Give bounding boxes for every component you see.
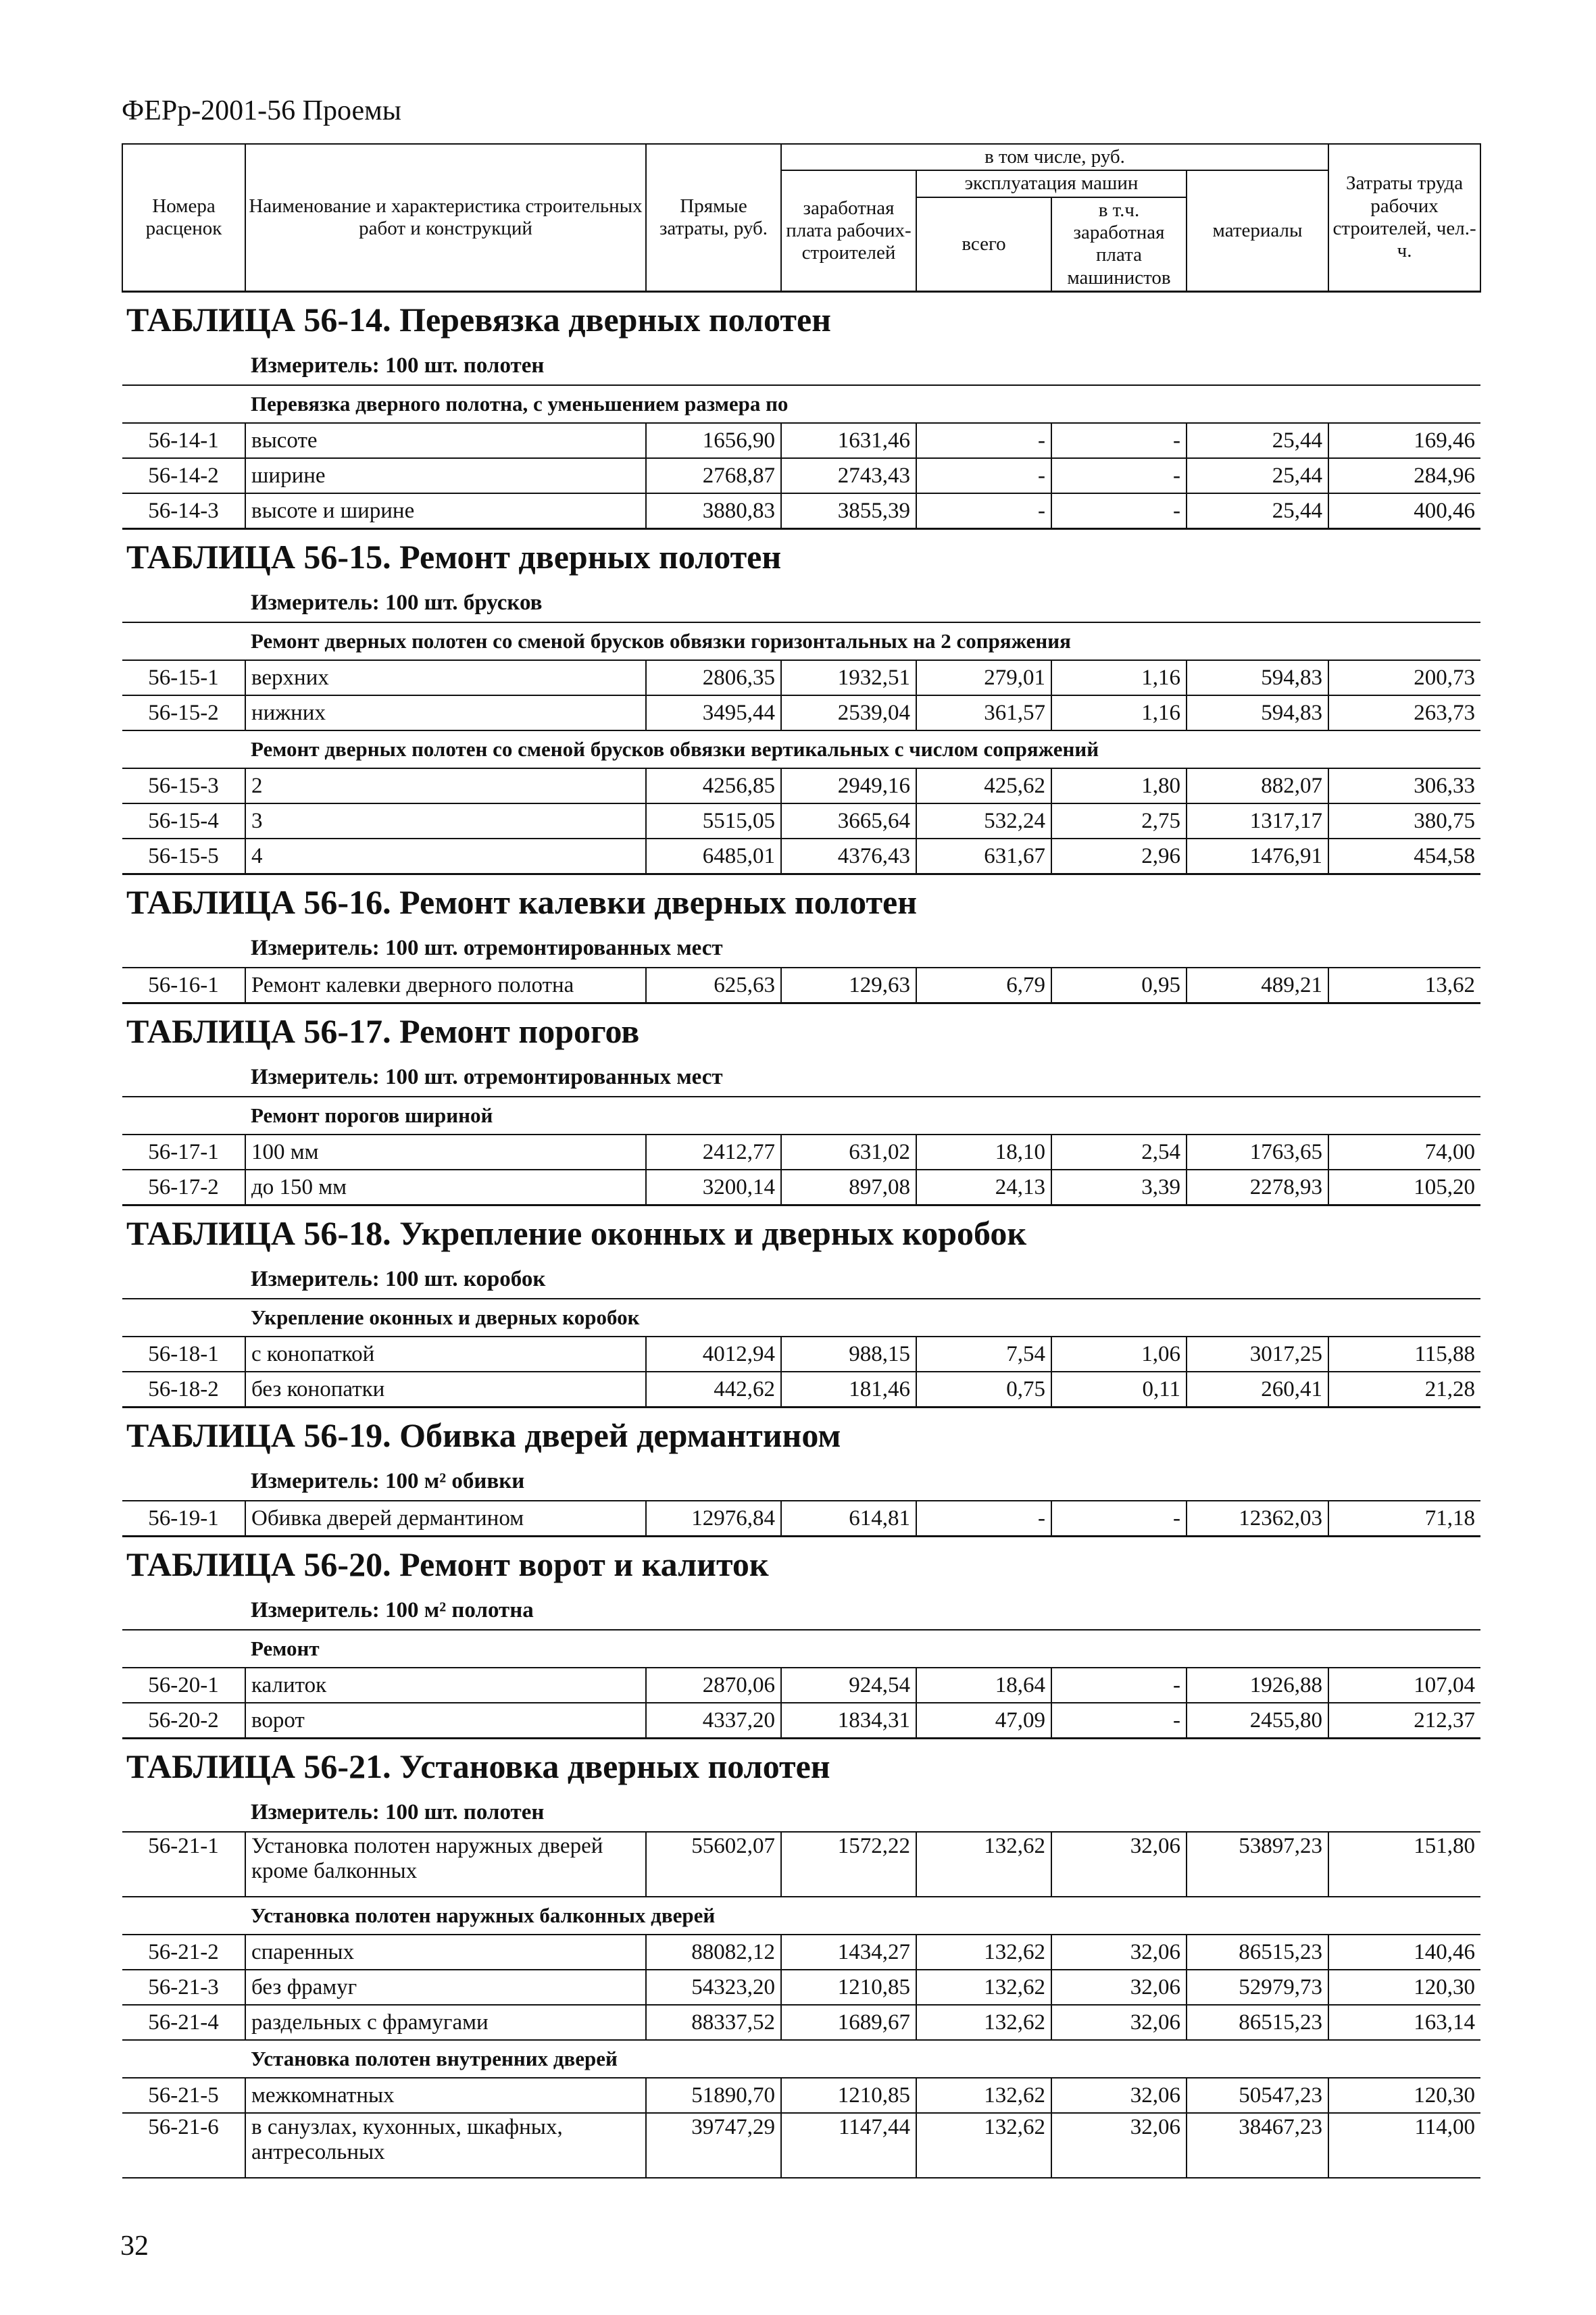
materials-cost: 1476,91 xyxy=(1187,839,1328,874)
labor-cost: 212,37 xyxy=(1328,1703,1480,1739)
rate-code: 56-18-2 xyxy=(122,1372,245,1408)
materials-cost: 50547,23 xyxy=(1187,2078,1328,2113)
rate-code: 56-21-6 xyxy=(122,2113,245,2178)
direct-cost: 39747,29 xyxy=(646,2113,781,2178)
labor-cost: 140,46 xyxy=(1328,1935,1480,1970)
labor-cost: 13,62 xyxy=(1328,968,1480,1003)
direct-cost: 442,62 xyxy=(646,1372,781,1408)
table-row xyxy=(122,695,1480,730)
group-heading-row xyxy=(122,1630,1480,1668)
machines-total: - xyxy=(916,1501,1051,1537)
measure-unit: Измеритель: 100 шт. отремонтированных мест xyxy=(251,1064,723,1089)
labor-cost: 151,80 xyxy=(1328,1832,1480,1897)
work-name: 4 xyxy=(245,839,646,874)
direct-cost: 54323,20 xyxy=(646,1970,781,2005)
wage-cost: 181,46 xyxy=(781,1372,916,1408)
wage-cost: 897,08 xyxy=(781,1170,916,1205)
rate-code: 56-21-4 xyxy=(122,2005,245,2040)
table-title: ТАБЛИЦА 56-16. Ремонт калевки дверных полотен xyxy=(122,874,1480,930)
labor-cost: 71,18 xyxy=(1328,1501,1480,1537)
direct-cost: 55602,07 xyxy=(646,1832,781,1897)
col-header-wage: заработная плата рабочих-строителей xyxy=(781,170,916,291)
machines-total: 6,79 xyxy=(916,968,1051,1003)
table-row xyxy=(122,768,1480,803)
labor-cost: 263,73 xyxy=(1328,695,1480,730)
group-heading-row xyxy=(122,730,1480,768)
machinist-wage: 0,95 xyxy=(1051,968,1187,1003)
machines-total: 361,57 xyxy=(916,695,1051,730)
table-row xyxy=(122,1668,1480,1703)
measure-unit: Измеритель: 100 шт. коробок xyxy=(251,1266,546,1291)
materials-cost: 25,44 xyxy=(1187,458,1328,493)
col-header-code: Номера расценок xyxy=(122,144,245,292)
table-row xyxy=(122,2078,1480,2113)
machinist-wage: 32,06 xyxy=(1051,2078,1187,2113)
machines-total: 425,62 xyxy=(916,768,1051,803)
labor-cost: 454,58 xyxy=(1328,839,1480,874)
labor-cost: 120,30 xyxy=(1328,2078,1480,2113)
table-row xyxy=(122,1703,1480,1739)
col-header-materials: материалы xyxy=(1187,170,1328,291)
labor-cost: 284,96 xyxy=(1328,458,1480,493)
table-title: ТАБЛИЦА 56-20. Ремонт ворот и калиток xyxy=(122,1537,1480,1592)
group-heading: Ремонт xyxy=(122,1630,1480,1668)
rate-code: 56-20-2 xyxy=(122,1703,245,1739)
work-name: Ремонт калевки дверного полотна xyxy=(245,968,646,1003)
materials-cost: 25,44 xyxy=(1187,493,1328,529)
machines-total: 18,64 xyxy=(916,1668,1051,1703)
group-heading: Ремонт дверных полотен со сменой брусков обвязки горизонтальных на 2 сопряжения xyxy=(122,622,1480,660)
machinist-wage: 32,06 xyxy=(1051,1935,1187,1970)
direct-cost: 3495,44 xyxy=(646,695,781,730)
measure-unit: Измеритель: 100 м² обивки xyxy=(251,1468,525,1493)
table-row xyxy=(122,1372,1480,1408)
work-name: нижних xyxy=(245,695,646,730)
machines-total: - xyxy=(916,423,1051,458)
machines-total: 24,13 xyxy=(916,1170,1051,1205)
group-heading-row xyxy=(122,622,1480,660)
machinist-wage: 1,80 xyxy=(1051,768,1187,803)
machines-total: 279,01 xyxy=(916,660,1051,695)
materials-cost: 1763,65 xyxy=(1187,1135,1328,1170)
col-header-mwage: в т.ч. заработная плата машинистов xyxy=(1051,197,1187,292)
machines-total: 132,62 xyxy=(916,1970,1051,2005)
group-heading-row xyxy=(122,1299,1480,1337)
table-row xyxy=(122,803,1480,839)
col-header-name: Наименование и характеристика строительных работ и конструкций xyxy=(245,144,646,292)
work-name: без конопатки xyxy=(245,1372,646,1408)
labor-cost: 380,75 xyxy=(1328,803,1480,839)
direct-cost: 2870,06 xyxy=(646,1668,781,1703)
work-name: 2 xyxy=(245,768,646,803)
materials-cost: 25,44 xyxy=(1187,423,1328,458)
measure-row xyxy=(122,1793,1480,1832)
measure-row xyxy=(122,1462,1480,1501)
machinist-wage: - xyxy=(1051,493,1187,529)
table-row xyxy=(122,1970,1480,2005)
direct-cost: 1656,90 xyxy=(646,423,781,458)
machinist-wage: - xyxy=(1051,423,1187,458)
materials-cost: 52979,73 xyxy=(1187,1970,1328,2005)
measure-row xyxy=(122,584,1480,622)
table-row xyxy=(122,660,1480,695)
labor-cost: 107,04 xyxy=(1328,1668,1480,1703)
work-name: Обивка дверей дермантином xyxy=(245,1501,646,1537)
measure-unit: Измеритель: 100 шт. полотен xyxy=(251,1799,545,1824)
machinist-wage: 32,06 xyxy=(1051,2005,1187,2040)
wage-cost: 988,15 xyxy=(781,1337,916,1372)
wage-cost: 2949,16 xyxy=(781,768,916,803)
labor-cost: 114,00 xyxy=(1328,2113,1480,2178)
group-heading: Перевязка дверного полотна, с уменьшением размера по xyxy=(122,385,1480,423)
direct-cost: 12976,84 xyxy=(646,1501,781,1537)
work-name: Установка полотен наружных дверей кроме балконных xyxy=(245,1832,646,1897)
direct-cost: 3880,83 xyxy=(646,493,781,529)
materials-cost: 1317,17 xyxy=(1187,803,1328,839)
machinist-wage: 1,16 xyxy=(1051,695,1187,730)
table-row xyxy=(122,1832,1480,1897)
wage-cost: 614,81 xyxy=(781,1501,916,1537)
group-heading-row xyxy=(122,2040,1480,2078)
wage-cost: 2743,43 xyxy=(781,458,916,493)
wage-cost: 3855,39 xyxy=(781,493,916,529)
wage-cost: 1932,51 xyxy=(781,660,916,695)
wage-cost: 1572,22 xyxy=(781,1832,916,1897)
machinist-wage: - xyxy=(1051,1501,1187,1537)
machines-total: 132,62 xyxy=(916,2078,1051,2113)
col-header-labor: Затраты труда рабочих строителей, чел.-ч. xyxy=(1328,144,1480,292)
rate-code: 56-15-1 xyxy=(122,660,245,695)
work-name: 100 мм xyxy=(245,1135,646,1170)
measure-row xyxy=(122,347,1480,385)
rate-code: 56-18-1 xyxy=(122,1337,245,1372)
direct-cost: 51890,70 xyxy=(646,2078,781,2113)
work-name: 3 xyxy=(245,803,646,839)
rate-code: 56-19-1 xyxy=(122,1501,245,1537)
measure-unit: Измеритель: 100 шт. полотен xyxy=(251,353,545,378)
machinist-wage: - xyxy=(1051,1703,1187,1739)
work-name: спаренных xyxy=(245,1935,646,1970)
table-row xyxy=(122,1170,1480,1205)
table-title-row xyxy=(122,1537,1480,1592)
work-name: ширине xyxy=(245,458,646,493)
materials-cost: 882,07 xyxy=(1187,768,1328,803)
work-name: до 150 мм xyxy=(245,1170,646,1205)
machines-total: 631,67 xyxy=(916,839,1051,874)
group-heading: Ремонт дверных полотен со сменой брусков обвязки вертикальных с числом сопряжений xyxy=(122,730,1480,768)
col-header-total: всего xyxy=(916,197,1051,292)
table-title: ТАБЛИЦА 56-19. Обивка дверей дермантином xyxy=(122,1408,1480,1463)
measure-row xyxy=(122,929,1480,968)
rate-code: 56-21-2 xyxy=(122,1935,245,1970)
machinist-wage: 2,75 xyxy=(1051,803,1187,839)
materials-cost: 53897,23 xyxy=(1187,1832,1328,1897)
machines-total: 132,62 xyxy=(916,1935,1051,1970)
direct-cost: 5515,05 xyxy=(646,803,781,839)
rate-code: 56-14-1 xyxy=(122,423,245,458)
wage-cost: 924,54 xyxy=(781,1668,916,1703)
work-name: верхних xyxy=(245,660,646,695)
rate-code: 56-20-1 xyxy=(122,1668,245,1703)
wage-cost: 1631,46 xyxy=(781,423,916,458)
table-title-row xyxy=(122,529,1480,584)
direct-cost: 4337,20 xyxy=(646,1703,781,1739)
measure-unit: Измеритель: 100 шт. отремонтированных мест xyxy=(251,935,723,960)
wage-cost: 2539,04 xyxy=(781,695,916,730)
machinist-wage: 2,54 xyxy=(1051,1135,1187,1170)
group-heading: Установка полотен наружных балконных дверей xyxy=(122,1897,1480,1935)
labor-cost: 105,20 xyxy=(1328,1170,1480,1205)
wage-cost: 1210,85 xyxy=(781,2078,916,2113)
direct-cost: 625,63 xyxy=(646,968,781,1003)
table-title: ТАБЛИЦА 56-15. Ремонт дверных полотен xyxy=(122,529,1480,584)
wage-cost: 631,02 xyxy=(781,1135,916,1170)
wage-cost: 1689,67 xyxy=(781,2005,916,2040)
materials-cost: 86515,23 xyxy=(1187,2005,1328,2040)
table-row xyxy=(122,968,1480,1003)
work-name: калиток xyxy=(245,1668,646,1703)
machinist-wage: 32,06 xyxy=(1051,2113,1187,2178)
table-title: ТАБЛИЦА 56-17. Ремонт порогов xyxy=(122,1003,1480,1059)
col-header-incl: в том числе, руб. xyxy=(781,144,1328,170)
machinist-wage: - xyxy=(1051,458,1187,493)
machines-total: 0,75 xyxy=(916,1372,1051,1408)
machinist-wage: - xyxy=(1051,1668,1187,1703)
wage-cost: 129,63 xyxy=(781,968,916,1003)
direct-cost: 3200,14 xyxy=(646,1170,781,1205)
header-row-1 xyxy=(122,144,1480,170)
measure-row xyxy=(122,1260,1480,1299)
wage-cost: 1834,31 xyxy=(781,1703,916,1739)
table-title-row xyxy=(122,292,1480,347)
table-title-row xyxy=(122,1003,1480,1059)
table-row xyxy=(122,1337,1480,1372)
measure-unit: Измеритель: 100 м² полотна xyxy=(251,1597,534,1622)
labor-cost: 169,46 xyxy=(1328,423,1480,458)
direct-cost: 4256,85 xyxy=(646,768,781,803)
materials-cost: 594,83 xyxy=(1187,660,1328,695)
machines-total: - xyxy=(916,458,1051,493)
table-row xyxy=(122,458,1480,493)
machines-total: 132,62 xyxy=(916,2113,1051,2178)
materials-cost: 86515,23 xyxy=(1187,1935,1328,1970)
rate-code: 56-15-2 xyxy=(122,695,245,730)
page-header: ФЕРр-2001-56 Проемы xyxy=(122,95,401,126)
work-name: раздельных с фрамугами xyxy=(245,2005,646,2040)
materials-cost: 2278,93 xyxy=(1187,1170,1328,1205)
machines-total: - xyxy=(916,493,1051,529)
table-title-row xyxy=(122,874,1480,930)
machinist-wage: 32,06 xyxy=(1051,1970,1187,2005)
rate-code: 56-14-3 xyxy=(122,493,245,529)
group-heading: Укрепление оконных и дверных коробок xyxy=(122,1299,1480,1337)
materials-cost: 489,21 xyxy=(1187,968,1328,1003)
wage-cost: 1147,44 xyxy=(781,2113,916,2178)
machinist-wage: 2,96 xyxy=(1051,839,1187,874)
rate-code: 56-15-4 xyxy=(122,803,245,839)
machines-total: 7,54 xyxy=(916,1337,1051,1372)
work-name: без фрамуг xyxy=(245,1970,646,2005)
labor-cost: 400,46 xyxy=(1328,493,1480,529)
rate-code: 56-21-5 xyxy=(122,2078,245,2113)
table-row xyxy=(122,1135,1480,1170)
labor-cost: 21,28 xyxy=(1328,1372,1480,1408)
direct-cost: 2806,35 xyxy=(646,660,781,695)
rates-table xyxy=(122,143,1481,2179)
labor-cost: 200,73 xyxy=(1328,660,1480,695)
machines-total: 532,24 xyxy=(916,803,1051,839)
rate-code: 56-15-3 xyxy=(122,768,245,803)
labor-cost: 115,88 xyxy=(1328,1337,1480,1372)
table-row xyxy=(122,423,1480,458)
group-heading: Установка полотен внутренних дверей xyxy=(122,2040,1480,2078)
direct-cost: 4012,94 xyxy=(646,1337,781,1372)
machines-total: 132,62 xyxy=(916,1832,1051,1897)
direct-cost: 2412,77 xyxy=(646,1135,781,1170)
direct-cost: 2768,87 xyxy=(646,458,781,493)
rate-code: 56-14-2 xyxy=(122,458,245,493)
rate-code: 56-17-2 xyxy=(122,1170,245,1205)
machinist-wage: 0,11 xyxy=(1051,1372,1187,1408)
direct-cost: 88337,52 xyxy=(646,2005,781,2040)
machines-total: 132,62 xyxy=(916,2005,1051,2040)
work-name: высоте и ширине xyxy=(245,493,646,529)
table-title-row xyxy=(122,1408,1480,1463)
rate-code: 56-17-1 xyxy=(122,1135,245,1170)
materials-cost: 38467,23 xyxy=(1187,2113,1328,2178)
materials-cost: 260,41 xyxy=(1187,1372,1328,1408)
measure-row xyxy=(122,1591,1480,1630)
machines-total: 18,10 xyxy=(916,1135,1051,1170)
table-title-row xyxy=(122,1205,1480,1261)
wage-cost: 3665,64 xyxy=(781,803,916,839)
materials-cost: 2455,80 xyxy=(1187,1703,1328,1739)
materials-cost: 1926,88 xyxy=(1187,1668,1328,1703)
work-name: межкомнатных xyxy=(245,2078,646,2113)
direct-cost: 88082,12 xyxy=(646,1935,781,1970)
labor-cost: 163,14 xyxy=(1328,2005,1480,2040)
wage-cost: 1434,27 xyxy=(781,1935,916,1970)
labor-cost: 306,33 xyxy=(1328,768,1480,803)
measure-row xyxy=(122,1058,1480,1097)
table-row xyxy=(122,1501,1480,1537)
group-heading-row xyxy=(122,385,1480,423)
page-number: 32 xyxy=(120,2231,149,2262)
rate-code: 56-21-1 xyxy=(122,1832,245,1897)
table-title: ТАБЛИЦА 56-14. Перевязка дверных полотен xyxy=(122,292,1480,347)
materials-cost: 3017,25 xyxy=(1187,1337,1328,1372)
work-name: с конопаткой xyxy=(245,1337,646,1372)
table-row xyxy=(122,1935,1480,1970)
machines-total: 47,09 xyxy=(916,1703,1051,1739)
labor-cost: 120,30 xyxy=(1328,1970,1480,2005)
wage-cost: 4376,43 xyxy=(781,839,916,874)
machinist-wage: 1,06 xyxy=(1051,1337,1187,1372)
table-row xyxy=(122,493,1480,529)
table-title: ТАБЛИЦА 56-18. Укрепление оконных и дверных коробок xyxy=(122,1205,1480,1261)
work-name: высоте xyxy=(245,423,646,458)
col-header-direct: Прямые затраты, руб. xyxy=(646,144,781,292)
materials-cost: 594,83 xyxy=(1187,695,1328,730)
table-row xyxy=(122,839,1480,874)
direct-cost: 6485,01 xyxy=(646,839,781,874)
work-name: ворот xyxy=(245,1703,646,1739)
measure-unit: Измеритель: 100 шт. брусков xyxy=(251,590,543,615)
group-heading: Ремонт порогов шириной xyxy=(122,1097,1480,1135)
col-header-machines: эксплуатация машин xyxy=(916,170,1187,197)
machinist-wage: 1,16 xyxy=(1051,660,1187,695)
table-row xyxy=(122,2113,1480,2178)
machinist-wage: 3,39 xyxy=(1051,1170,1187,1205)
wage-cost: 1210,85 xyxy=(781,1970,916,2005)
machinist-wage: 32,06 xyxy=(1051,1832,1187,1897)
work-name: в санузлах, кухонных, шкафных, антресольных xyxy=(245,2113,646,2178)
group-heading-row xyxy=(122,1897,1480,1935)
rate-code: 56-15-5 xyxy=(122,839,245,874)
labor-cost: 74,00 xyxy=(1328,1135,1480,1170)
table-title-row xyxy=(122,1739,1480,1794)
materials-cost: 12362,03 xyxy=(1187,1501,1328,1537)
rate-code: 56-21-3 xyxy=(122,1970,245,2005)
group-heading-row xyxy=(122,1097,1480,1135)
table-title: ТАБЛИЦА 56-21. Установка дверных полотен xyxy=(122,1739,1480,1794)
rate-code: 56-16-1 xyxy=(122,968,245,1003)
table-row xyxy=(122,2005,1480,2040)
